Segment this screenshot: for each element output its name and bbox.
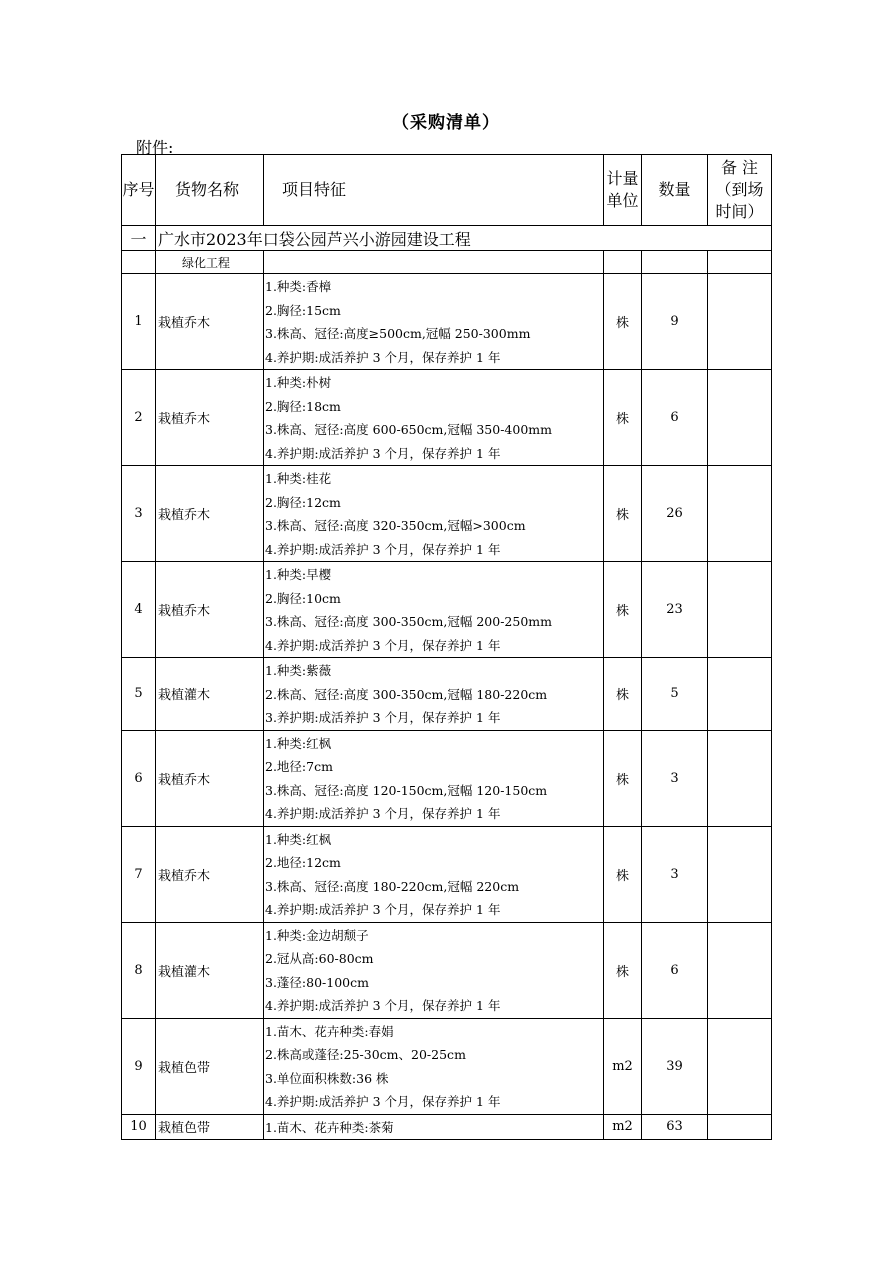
feature-line: 2.地径:12cm [265,855,341,870]
header-remark: 备 注（到场时间） [708,155,772,226]
table-row [122,826,772,922]
subsection-title: 绿化工程 [156,251,264,274]
item-features [264,1018,604,1114]
item-remark [708,826,772,922]
feature-line: 1.种类:香樟 [265,279,332,294]
item-features [264,730,604,826]
item-name: 栽植灌木 [156,658,264,731]
item-quantity: 26 [642,466,708,562]
item-number: 6 [122,730,156,826]
item-name: 栽植乔木 [156,730,264,826]
item-features [264,658,604,731]
item-quantity: 5 [642,658,708,731]
item-features [264,274,604,370]
item-unit: m2 [604,1114,642,1140]
item-quantity: 3 [642,730,708,826]
feature-line: 1.苗木、花卉种类:春娟 [265,1023,394,1039]
item-unit: 株 [604,826,642,922]
item-name: 栽植灌木 [156,922,264,1018]
item-number: 10 [122,1114,156,1140]
feature-line: 4.养护期:成活养护 3 个月，保存养护 1 年 [265,998,501,1013]
item-name: 栽植乔木 [156,562,264,658]
item-remark [708,1018,772,1114]
feature-line: 1.苗木、花卉种类:茶菊 [265,1119,394,1135]
feature-line: 3.株高、冠径:高度 120-150cm,冠幅 120-150cm [265,782,548,798]
subsection-empty-cell [122,251,156,274]
header-name: 货物名称 [156,155,264,226]
item-unit: 株 [604,466,642,562]
feature-line: 4.养护期:成活养护 3 个月，保存养护 1 年 [265,349,501,365]
feature-line: 3.株高、冠径:高度 300-350cm,冠幅 200-250mm [265,614,552,629]
feature-line: 4.养护期:成活养护 3 个月，保存养护 1 年 [265,902,501,917]
feature-line: 2.胸径:18cm [265,398,341,414]
header-seq: 序号 [122,155,156,226]
feature-line: 3.株高、冠径:高度 180-220cm,冠幅 220cm [265,878,520,894]
item-unit: 株 [604,730,642,826]
feature-line: 2.胸径:12cm [265,494,341,510]
item-name: 栽植乔木 [156,274,264,370]
header-unit: 计量单位 [604,155,642,226]
item-quantity: 39 [642,1018,708,1114]
feature-line: 2.株高、冠径:高度 300-350cm,冠幅 180-220cm [265,686,548,702]
table-header-row [122,155,772,226]
item-remark [708,562,772,658]
feature-line: 1.种类:金边胡颓子 [265,927,369,943]
feature-line: 1.种类:朴树 [265,375,332,390]
attachment-label: 附件: [136,138,174,157]
item-features [264,562,604,658]
item-remark [708,730,772,826]
item-name: 栽植乔木 [156,370,264,466]
item-unit: 株 [604,562,642,658]
item-number: 2 [122,370,156,466]
item-number: 9 [122,1018,156,1114]
item-number: 7 [122,826,156,922]
feature-line: 4.养护期:成活养护 3 个月，保存养护 1 年 [265,637,501,653]
table-row [122,274,772,370]
table-row [122,658,772,731]
feature-line: 3.株高、冠径:高度 600-650cm,冠幅 350-400mm [265,422,552,437]
table-row [122,1018,772,1114]
table-row [122,370,772,466]
item-remark [708,1114,772,1140]
table-row [122,562,772,658]
table-row [122,1114,772,1140]
feature-line: 2.胸径:10cm [265,590,341,606]
feature-line: 2.胸径:15cm [265,302,341,318]
item-name: 栽植色带 [156,1114,264,1140]
table-row [122,922,772,1018]
item-remark [708,274,772,370]
page-title: （采购清单） [392,113,500,133]
item-unit: 株 [604,922,642,1018]
feature-line: 2.株高或蓬径:25-30cm、20-25cm [265,1047,466,1062]
section-row [122,226,772,251]
feature-line: 3.株高、冠径:高度≥500cm,冠幅 250-300mm [265,326,531,341]
subsection-row [122,251,772,274]
item-features [264,922,604,1018]
feature-line: 2.地径:7cm [265,759,333,774]
feature-line: 2.冠从高:60-80cm [265,951,374,966]
item-name: 栽植乔木 [156,826,264,922]
feature-line: 3.株高、冠径:高度 320-350cm,冠幅>300cm [265,518,526,533]
item-number: 5 [122,658,156,731]
item-remark [708,658,772,731]
item-quantity: 23 [642,562,708,658]
item-features [264,370,604,466]
feature-line: 4.养护期:成活养护 3 个月，保存养护 1 年 [265,1094,501,1109]
feature-line: 1.种类:紫薇 [265,663,332,678]
item-number: 4 [122,562,156,658]
item-number: 1 [122,274,156,370]
feature-line: 4.养护期:成活养护 3 个月，保存养护 1 年 [265,541,501,557]
item-quantity: 3 [642,826,708,922]
item-name: 栽植乔木 [156,466,264,562]
item-unit: 株 [604,274,642,370]
table-row [122,466,772,562]
feature-line: 1.种类:早樱 [265,567,332,582]
item-quantity: 9 [642,274,708,370]
table-row [122,730,772,826]
item-features [264,1114,604,1140]
feature-line: 3.单位面积株数:36 株 [265,1070,389,1086]
feature-line: 3.蓬径:80-100cm [265,974,369,990]
section-title: 广水市2023年口袋公园芦兴小游园建设工程 [156,226,772,251]
item-unit: 株 [604,658,642,731]
item-features [264,826,604,922]
subsection-empty-cell [708,251,772,274]
item-number: 3 [122,466,156,562]
header-feature: 项目特征 [264,155,604,226]
item-quantity: 6 [642,370,708,466]
header-qty: 数量 [642,155,708,226]
item-quantity: 63 [642,1114,708,1140]
item-number: 8 [122,922,156,1018]
item-remark [708,466,772,562]
item-quantity: 6 [642,922,708,1018]
item-name: 栽植色带 [156,1018,264,1114]
item-unit: m2 [604,1018,642,1114]
feature-line: 4.养护期:成活养护 3 个月，保存养护 1 年 [265,806,501,821]
feature-line: 1.种类:桂花 [265,471,332,486]
subsection-empty-cell [642,251,708,274]
feature-line: 4.养护期:成活养护 3 个月，保存养护 1 年 [265,445,501,461]
item-remark [708,370,772,466]
feature-line: 1.种类:红枫 [265,831,332,847]
item-unit: 株 [604,370,642,466]
feature-line: 1.种类:红枫 [265,735,332,751]
feature-line: 3.养护期:成活养护 3 个月，保存养护 1 年 [265,710,501,725]
procurement-table [121,154,772,1140]
subsection-empty-cell [264,251,604,274]
item-remark [708,922,772,1018]
subsection-empty-cell [604,251,642,274]
item-features [264,466,604,562]
section-number: 一 [122,226,156,251]
